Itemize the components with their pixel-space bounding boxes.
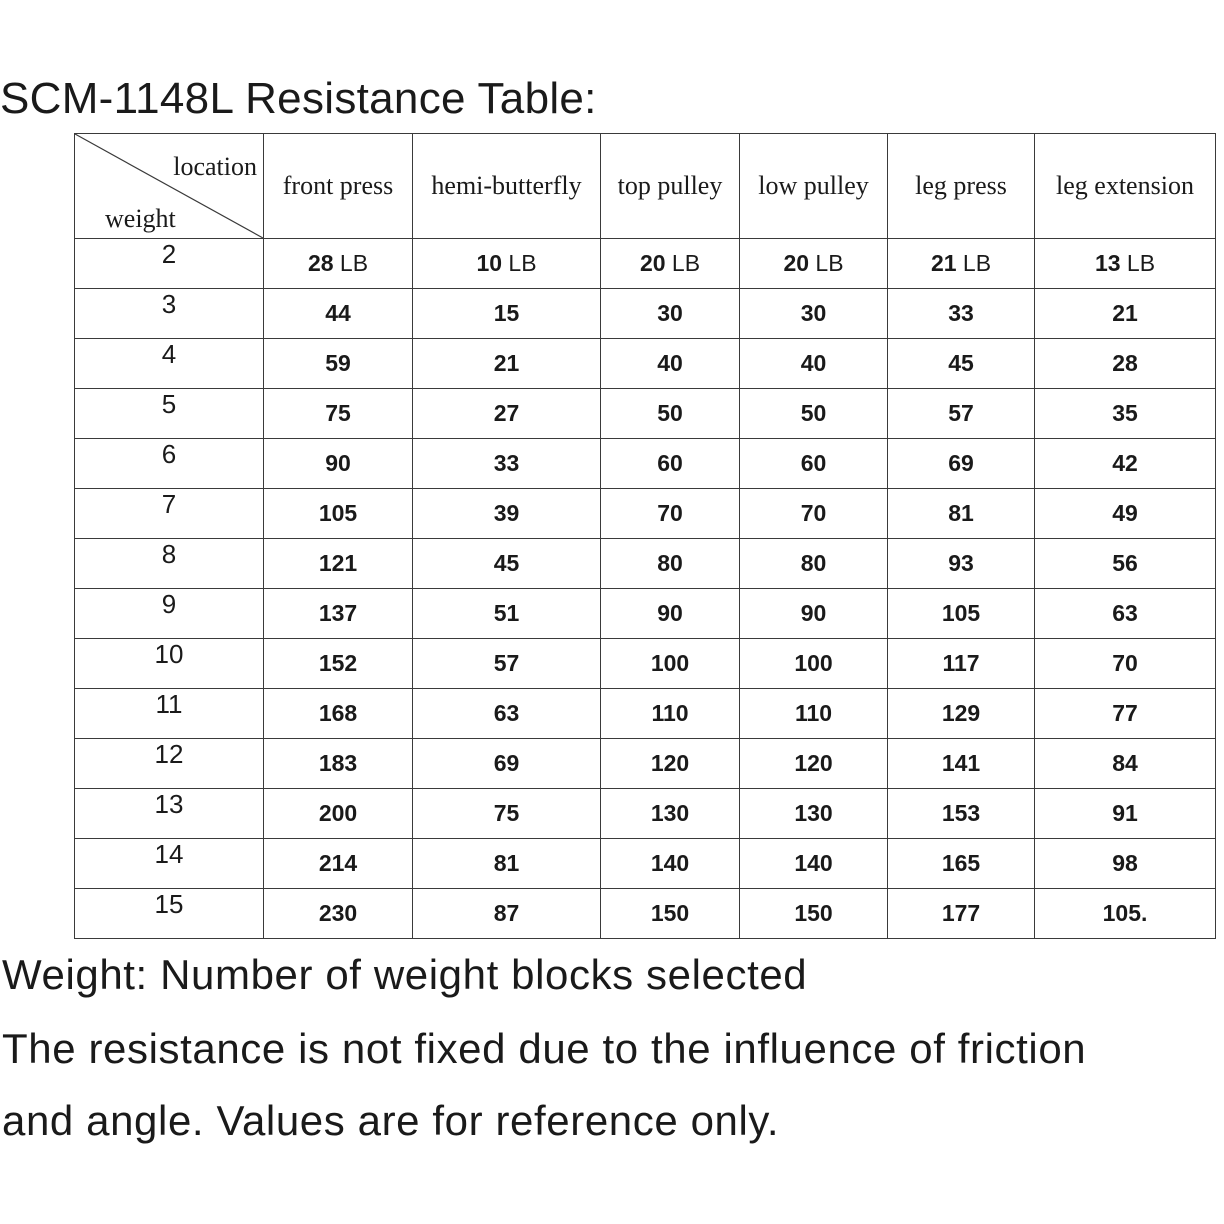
- cell-value: 183: [318, 750, 358, 776]
- cell-leg-press: [888, 689, 1035, 739]
- cell-top-pulley: [601, 539, 740, 589]
- table-row: [75, 889, 1216, 939]
- cell-top-pulley: [601, 839, 740, 889]
- cell-unit: LB: [1126, 250, 1156, 276]
- cell-value: 129: [941, 700, 981, 726]
- table-row: [75, 789, 1216, 839]
- cell-low-pulley: [740, 289, 888, 339]
- cell-low-pulley: [740, 339, 888, 389]
- cell-top-pulley: [601, 639, 740, 689]
- cell-value: 39: [493, 500, 520, 526]
- cell-value: 70: [800, 500, 827, 526]
- cell-value: 56: [1112, 550, 1138, 576]
- cell-value: 42: [1112, 450, 1138, 476]
- cell-top-pulley: [601, 239, 740, 289]
- cell-leg-extension: [1035, 839, 1216, 889]
- cell-front-press: [264, 839, 413, 889]
- cell-value: 177: [941, 900, 981, 926]
- column-header-top-pulley: top pulley: [601, 134, 740, 239]
- cell-leg-press: [888, 389, 1035, 439]
- cell-low-pulley: [740, 589, 888, 639]
- cell-low-pulley: [740, 639, 888, 689]
- cell-value: 60: [657, 450, 683, 476]
- cell-value: 84: [1112, 750, 1138, 776]
- cell-front-press: [264, 889, 413, 939]
- cell-leg-extension: [1035, 639, 1216, 689]
- cell-value: 33: [493, 450, 520, 476]
- cell-hemi-butterfly: [413, 589, 601, 639]
- cell-value: 141: [941, 750, 981, 776]
- cell-leg-extension: [1035, 489, 1216, 539]
- cell-value: 214: [318, 850, 358, 876]
- cell-low-pulley: [740, 739, 888, 789]
- cell-value: 44: [325, 300, 351, 326]
- cell-value: 30: [657, 300, 683, 326]
- cell-leg-extension: [1035, 889, 1216, 939]
- cell-leg-press: [888, 889, 1035, 939]
- row-weight-label: 6: [75, 439, 264, 489]
- cell-hemi-butterfly: [413, 289, 601, 339]
- cell-leg-extension: [1035, 239, 1216, 289]
- cell-top-pulley: [601, 589, 740, 639]
- cell-unit: LB: [671, 250, 701, 276]
- cell-value: 165: [941, 850, 981, 876]
- cell-value: 15: [493, 300, 520, 326]
- cell-hemi-butterfly: [413, 639, 601, 689]
- cell-value: 137: [318, 600, 358, 626]
- cell-value: 80: [657, 550, 683, 576]
- cell-front-press: [264, 239, 413, 289]
- cell-value: 51: [493, 600, 520, 626]
- corner-location-label: location: [173, 152, 257, 181]
- cell-front-press: [264, 389, 413, 439]
- cell-value: 49: [1112, 500, 1138, 526]
- cell-value: 110: [794, 700, 833, 726]
- cell-unit: LB: [508, 250, 537, 276]
- row-weight-label: 9: [75, 589, 264, 639]
- cell-low-pulley: [740, 789, 888, 839]
- cell-front-press: [264, 689, 413, 739]
- cell-front-press: [264, 289, 413, 339]
- cell-value: 21: [493, 350, 520, 376]
- cell-leg-extension: [1035, 389, 1216, 439]
- row-weight-label: 8: [75, 539, 264, 589]
- cell-value: 35: [1112, 400, 1138, 426]
- cell-top-pulley: [601, 689, 740, 739]
- cell-hemi-butterfly: [413, 739, 601, 789]
- cell-value: 10: [476, 250, 503, 276]
- cell-hemi-butterfly: [413, 389, 601, 439]
- cell-leg-extension: [1035, 789, 1216, 839]
- cell-leg-press: [888, 289, 1035, 339]
- table-row: [75, 539, 1216, 589]
- cell-value: 75: [493, 800, 520, 826]
- cell-value: 168: [318, 700, 358, 726]
- cell-value: 90: [325, 450, 351, 476]
- table-row: [75, 439, 1216, 489]
- cell-value: 150: [650, 900, 690, 926]
- row-weight-label: 4: [75, 339, 264, 389]
- cell-hemi-butterfly: [413, 839, 601, 889]
- cell-low-pulley: [740, 889, 888, 939]
- cell-value: 45: [493, 550, 520, 576]
- cell-hemi-butterfly: [413, 239, 601, 289]
- cell-front-press: [264, 489, 413, 539]
- note-weight-definition: Weight: Number of weight blocks selected: [2, 951, 808, 998]
- cell-value: 69: [493, 750, 520, 776]
- cell-leg-press: [888, 639, 1035, 689]
- cell-low-pulley: [740, 539, 888, 589]
- page-title: SCM-1148L Resistance Table:: [0, 74, 597, 123]
- cell-value: 13: [1094, 250, 1121, 276]
- cell-front-press: [264, 539, 413, 589]
- cell-value: 90: [657, 600, 683, 626]
- cell-value: 80: [800, 550, 827, 576]
- cell-value: 28: [307, 250, 334, 276]
- cell-value: 50: [657, 400, 683, 426]
- cell-value: 105: [318, 500, 358, 526]
- cell-top-pulley: [601, 389, 740, 439]
- cell-low-pulley: [740, 489, 888, 539]
- cell-leg-press: [888, 789, 1035, 839]
- cell-hemi-butterfly: [413, 339, 601, 389]
- cell-leg-press: [888, 239, 1035, 289]
- cell-value: 120: [794, 750, 833, 776]
- row-weight-label: 3: [75, 289, 264, 339]
- cell-top-pulley: [601, 889, 740, 939]
- cell-value: 63: [1112, 600, 1138, 626]
- table-row: [75, 289, 1216, 339]
- cell-value: 33: [948, 300, 974, 326]
- cell-front-press: [264, 739, 413, 789]
- cell-value: 200: [318, 800, 358, 826]
- cell-leg-press: [888, 839, 1035, 889]
- cell-value: 20: [639, 250, 666, 276]
- cell-value: 130: [650, 800, 690, 826]
- cell-value: 81: [948, 500, 974, 526]
- cell-leg-press: [888, 489, 1035, 539]
- corner-weight-label: weight: [105, 204, 176, 233]
- cell-value: 100: [794, 650, 833, 676]
- cell-value: 63: [493, 700, 520, 726]
- cell-value: 140: [794, 850, 833, 876]
- cell-value: 98: [1112, 850, 1138, 876]
- cell-value: 77: [1112, 700, 1138, 726]
- cell-value: 130: [794, 800, 833, 826]
- table-row: [75, 639, 1216, 689]
- cell-leg-press: [888, 739, 1035, 789]
- cell-value: 90: [800, 600, 827, 626]
- table-row: [75, 689, 1216, 739]
- cell-low-pulley: [740, 439, 888, 489]
- cell-leg-extension: [1035, 339, 1216, 389]
- cell-leg-extension: [1035, 739, 1216, 789]
- cell-hemi-butterfly: [413, 889, 601, 939]
- cell-top-pulley: [601, 289, 740, 339]
- cell-leg-press: [888, 539, 1035, 589]
- cell-value: 153: [941, 800, 981, 826]
- cell-value: 152: [318, 650, 358, 676]
- cell-value: 87: [493, 900, 520, 926]
- cell-value: 69: [948, 450, 974, 476]
- row-weight-label: 14: [75, 839, 264, 889]
- row-weight-label: 13: [75, 789, 264, 839]
- cell-value: 60: [800, 450, 827, 476]
- column-header-leg-press: leg press: [888, 134, 1035, 239]
- cell-value: 110: [651, 700, 689, 726]
- cell-value: 140: [650, 850, 690, 876]
- row-weight-label: 5: [75, 389, 264, 439]
- cell-value: 40: [800, 350, 827, 376]
- cell-value: 20: [783, 250, 810, 276]
- cell-low-pulley: [740, 839, 888, 889]
- cell-leg-press: [888, 339, 1035, 389]
- cell-top-pulley: [601, 339, 740, 389]
- cell-value: 75: [325, 400, 351, 426]
- cell-value: 117: [942, 650, 980, 676]
- corner-header-cell: [75, 134, 264, 239]
- cell-front-press: [264, 639, 413, 689]
- cell-hemi-butterfly: [413, 789, 601, 839]
- table-row: [75, 839, 1216, 889]
- cell-value: 57: [948, 400, 974, 426]
- cell-low-pulley: [740, 239, 888, 289]
- header-row: [75, 134, 1216, 239]
- table-row: [75, 339, 1216, 389]
- cell-value: 57: [493, 650, 520, 676]
- cell-leg-press: [888, 589, 1035, 639]
- cell-hemi-butterfly: [413, 439, 601, 489]
- table-row: [75, 589, 1216, 639]
- cell-leg-extension: [1035, 689, 1216, 739]
- cell-top-pulley: [601, 439, 740, 489]
- cell-hemi-butterfly: [413, 489, 601, 539]
- cell-value: 100: [650, 650, 690, 676]
- note-reference-only: and angle. Values are for reference only.: [2, 1097, 780, 1144]
- cell-value: 70: [1112, 650, 1138, 676]
- cell-value: 105: [941, 600, 981, 626]
- cell-value: 21: [1112, 300, 1138, 326]
- cell-value: 81: [493, 850, 520, 876]
- note-friction-disclaimer: The resistance is not fixed due to the influence of friction: [2, 1025, 1087, 1072]
- table-row: [75, 389, 1216, 439]
- cell-value: 40: [657, 350, 683, 376]
- row-weight-label: 12: [75, 739, 264, 789]
- cell-hemi-butterfly: [413, 539, 601, 589]
- row-weight-label: 2: [75, 239, 264, 289]
- cell-leg-extension: [1035, 539, 1216, 589]
- cell-top-pulley: [601, 789, 740, 839]
- cell-value: 27: [493, 400, 520, 426]
- cell-front-press: [264, 789, 413, 839]
- cell-value: 105.: [1102, 900, 1148, 926]
- cell-top-pulley: [601, 489, 740, 539]
- cell-value: 21: [930, 250, 957, 276]
- cell-value: 93: [948, 550, 974, 576]
- cell-unit: LB: [962, 250, 992, 276]
- cell-value: 121: [318, 550, 358, 576]
- cell-unit: LB: [815, 250, 844, 276]
- row-weight-label: 15: [75, 889, 264, 939]
- cell-leg-extension: [1035, 439, 1216, 489]
- cell-low-pulley: [740, 389, 888, 439]
- cell-unit: LB: [339, 250, 369, 276]
- cell-value: 230: [318, 900, 358, 926]
- cell-value: 91: [1112, 800, 1138, 826]
- cell-value: 30: [800, 300, 827, 326]
- row-weight-label: 11: [75, 689, 264, 739]
- cell-leg-extension: [1035, 289, 1216, 339]
- cell-leg-press: [888, 439, 1035, 489]
- row-weight-label: 7: [75, 489, 264, 539]
- cell-leg-extension: [1035, 589, 1216, 639]
- cell-value: 120: [650, 750, 690, 776]
- table-row: [75, 489, 1216, 539]
- cell-hemi-butterfly: [413, 689, 601, 739]
- column-header-front-press: front press: [264, 134, 413, 239]
- resistance-table: [74, 133, 1216, 939]
- column-header-low-pulley: low pulley: [740, 134, 888, 239]
- cell-top-pulley: [601, 739, 740, 789]
- cell-value: 28: [1112, 350, 1138, 376]
- table-row: [75, 739, 1216, 789]
- column-header-hemi-butterfly: hemi-butterfly: [413, 134, 601, 239]
- cell-value: 150: [794, 900, 833, 926]
- cell-front-press: [264, 439, 413, 489]
- cell-value: 59: [325, 350, 351, 376]
- cell-front-press: [264, 339, 413, 389]
- row-weight-label: 10: [75, 639, 264, 689]
- cell-value: 70: [657, 500, 683, 526]
- column-header-leg-extension: leg extension: [1035, 134, 1216, 239]
- cell-front-press: [264, 589, 413, 639]
- table-row: [75, 239, 1216, 289]
- cell-low-pulley: [740, 689, 888, 739]
- cell-value: 45: [948, 350, 974, 376]
- cell-value: 50: [800, 400, 827, 426]
